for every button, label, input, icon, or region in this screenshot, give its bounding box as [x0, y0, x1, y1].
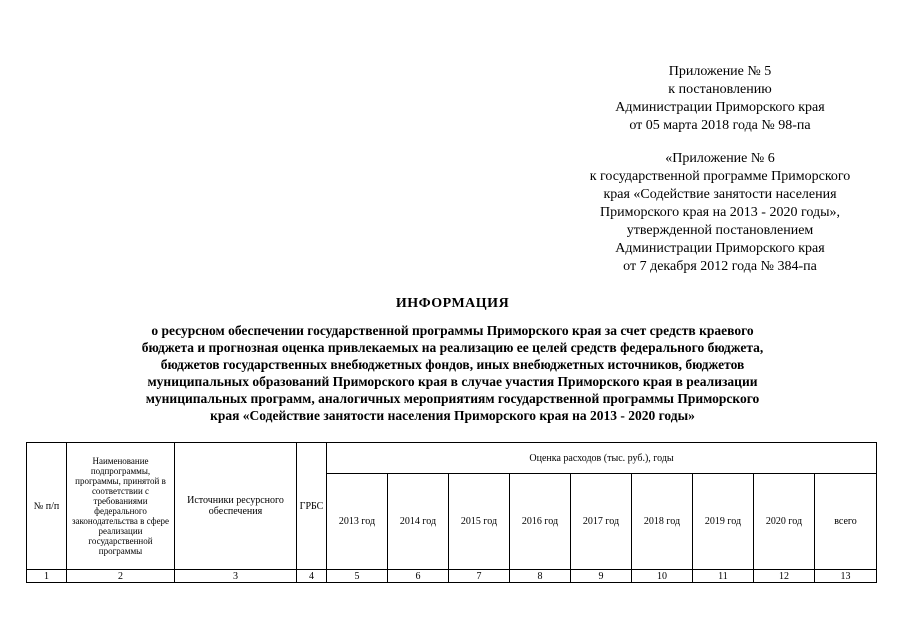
- year-header: 2016 год: [510, 474, 571, 570]
- column-number: 7: [449, 570, 510, 583]
- col-header-name: Наименование подпрограммы, программы, принятой в соответствии с требованиями федерального законодательства в сфере реализации государственной программы: [67, 443, 175, 570]
- year-header: 2020 год: [754, 474, 815, 570]
- subtitle-line: края «Содействие занятости населения Приморского края на 2013 - 2020 годы»: [210, 408, 695, 423]
- column-number: 1: [27, 570, 67, 583]
- column-number: 5: [327, 570, 388, 583]
- subtitle-line: бюджетов государственных внебюджетных фондов, иных внебюджетных источников, бюджетов: [160, 357, 745, 372]
- column-number: 13: [815, 570, 877, 583]
- column-number: 2: [67, 570, 175, 583]
- annex-5-line: Администрации Приморского края: [615, 100, 825, 115]
- annex-6-line: «Приложение № 6: [665, 151, 775, 166]
- document-title: ИНФОРМАЦИЯ: [395, 296, 510, 311]
- annex-5-line: Приложение № 5: [668, 64, 772, 79]
- year-header: 2017 год: [571, 474, 632, 570]
- annex-6-block: [570, 150, 870, 276]
- resource-table: [26, 442, 877, 583]
- annex-5-block: [600, 63, 840, 135]
- table-header-row: [27, 443, 877, 474]
- column-number: 3: [175, 570, 297, 583]
- annex-6-line: к государственной программе Приморского: [589, 169, 851, 184]
- col-header-expenses: Оценка расходов (тыс. руб.), годы: [327, 443, 877, 474]
- col-header-grbs: ГРБС: [297, 443, 327, 570]
- year-header: 2013 год: [327, 474, 388, 570]
- annex-6-line: Администрации Приморского края: [615, 241, 825, 256]
- column-number-row: [27, 570, 877, 583]
- column-number: 9: [571, 570, 632, 583]
- column-number: 12: [754, 570, 815, 583]
- annex-6-line: утвержденной постановлением: [626, 223, 814, 238]
- subtitle-line: муниципальных программ, аналогичных мероприятиям государственной программы Приморского: [145, 391, 760, 406]
- annex-6-line: от 7 декабря 2012 года № 384-па: [623, 259, 817, 274]
- annex-6-line: края «Содействие занятости населения: [603, 187, 837, 202]
- total-header: всего: [815, 474, 877, 570]
- col-header-number: № п/п: [27, 443, 67, 570]
- annex-5-line: к постановлению: [668, 82, 772, 97]
- subtitle-line: о ресурсном обеспечении государственной программы Приморского края за счет средств краевого: [151, 323, 754, 338]
- annex-5-line: от 05 марта 2018 года № 98-па: [629, 118, 811, 133]
- column-number: 8: [510, 570, 571, 583]
- column-number: 4: [297, 570, 327, 583]
- year-header: 2018 год: [632, 474, 693, 570]
- subtitle-line: муниципальных образований Приморского края в случае участия Приморского края в реализации: [147, 374, 758, 389]
- year-header: 2019 год: [693, 474, 754, 570]
- year-header: 2015 год: [449, 474, 510, 570]
- column-number: 11: [693, 570, 754, 583]
- column-number: 6: [388, 570, 449, 583]
- col-header-source: Источники ресурсного обеспечения: [175, 443, 297, 570]
- year-header: 2014 год: [388, 474, 449, 570]
- subtitle-line: бюджета и прогнозная оценка привлекаемых на реализацию ее целей средств федерального бюджета,: [141, 340, 764, 355]
- document-subtitle: [60, 322, 845, 424]
- annex-6-line: Приморского края на 2013 - 2020 годы»,: [599, 205, 840, 220]
- column-number: 10: [632, 570, 693, 583]
